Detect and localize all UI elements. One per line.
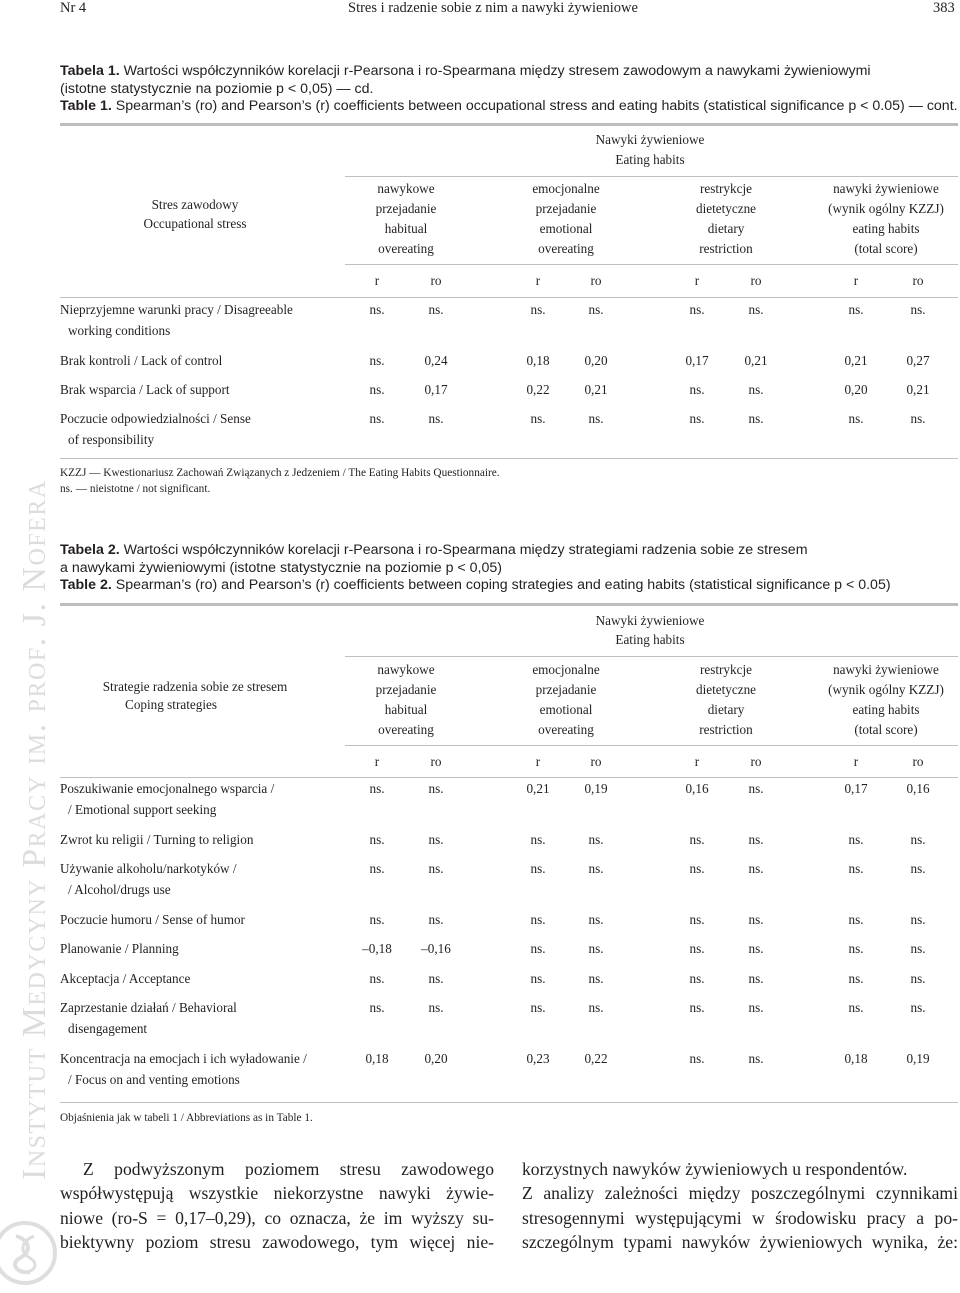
table-cell: 0,21 bbox=[744, 353, 768, 368]
table-cell: ns. bbox=[910, 1000, 926, 1015]
row-label: Brak wsparcia / Lack of support bbox=[60, 382, 230, 397]
table2-row-header-pl: Strategie radzenia sobie ze stresem bbox=[102, 679, 288, 694]
row-label-continued: / Emotional support seeking bbox=[68, 802, 217, 817]
coefficient-subheader: ro bbox=[590, 273, 602, 288]
table-cell: ns. bbox=[369, 353, 385, 368]
column-header: restriction bbox=[699, 241, 753, 256]
table-cell: 0,16 bbox=[685, 781, 709, 796]
table-cell: ns. bbox=[910, 302, 926, 317]
column-header: overeating bbox=[378, 722, 434, 737]
coefficient-subheader: ro bbox=[912, 754, 924, 769]
coefficient-subheader: ro bbox=[430, 754, 442, 769]
column-header: dietetyczne bbox=[695, 682, 757, 697]
column-header: restriction bbox=[699, 722, 753, 737]
column-header: nawykowe bbox=[377, 181, 435, 196]
table1-row-header-pl: Stres zawodowy bbox=[151, 197, 239, 212]
coefficient-subheader: r bbox=[374, 273, 380, 288]
table-cell: ns. bbox=[530, 941, 546, 956]
body-column-left bbox=[60, 1157, 494, 1254]
table-cell: ns. bbox=[748, 302, 764, 317]
table-cell: ns. bbox=[748, 411, 764, 426]
table2-bottom-rule bbox=[60, 1102, 958, 1103]
table1-caption-pl: Wartości współczynników korelacji r-Pearsona i ro-Spearmana między stresem zawodowym a nawykami żywieniowymi bbox=[123, 63, 871, 79]
table-cell: ns. bbox=[689, 1000, 705, 1015]
table-cell: ns. bbox=[748, 971, 764, 986]
coefficient-subheader: r bbox=[853, 754, 859, 769]
table-cell: ns. bbox=[910, 971, 926, 986]
table-cell: 0,16 bbox=[906, 781, 930, 796]
table-cell: ns. bbox=[848, 971, 864, 986]
table1-bottom-rule bbox=[60, 458, 958, 459]
institute-logo-icon bbox=[0, 1218, 60, 1288]
table-cell: ns. bbox=[369, 832, 385, 847]
table-cell: 0,19 bbox=[584, 781, 608, 796]
column-header: nawyki żywieniowe bbox=[833, 662, 939, 677]
table-cell: ns. bbox=[588, 411, 604, 426]
table-cell: ns. bbox=[369, 1000, 385, 1015]
row-label: Akceptacja / Acceptance bbox=[60, 971, 191, 986]
body-right-line: korzystnych nawyków żywieniowych u respondentów. bbox=[522, 1159, 908, 1179]
table-cell: 0,17 bbox=[844, 781, 868, 796]
column-header: restrykcje bbox=[700, 662, 752, 677]
table1-group-header-pl: Nawyki żywieniowe bbox=[595, 132, 705, 147]
column-header: nawykowe bbox=[377, 662, 435, 677]
coefficient-subheader: ro bbox=[912, 273, 924, 288]
table-cell: 0,27 bbox=[906, 353, 930, 368]
table1-caption bbox=[60, 63, 958, 116]
table-cell: ns. bbox=[588, 861, 604, 876]
coefficient-subheader: r bbox=[853, 273, 859, 288]
table2-caption bbox=[60, 542, 891, 595]
coefficient-subheader: r bbox=[535, 273, 541, 288]
row-label-continued: / Alcohol/drugs use bbox=[68, 882, 171, 897]
row-label-continued: / Focus on and venting emotions bbox=[68, 1072, 240, 1087]
column-header: (wynik ogólny KZZJ) bbox=[828, 201, 944, 216]
table1-header-bottom-rule bbox=[60, 297, 958, 298]
table-cell: ns. bbox=[748, 832, 764, 847]
table2-header-bottom-rule bbox=[60, 777, 958, 778]
table-cell: 0,20 bbox=[584, 353, 608, 368]
table-cell: ns. bbox=[910, 832, 926, 847]
table-cell: ns. bbox=[428, 1000, 444, 1015]
row-label-continued: disengagement bbox=[68, 1021, 148, 1036]
table-cell: ns. bbox=[748, 941, 764, 956]
row-label: Planowanie / Planning bbox=[60, 941, 179, 956]
table1-top-rule bbox=[60, 123, 958, 126]
column-header: nawyki żywieniowe bbox=[833, 181, 939, 196]
table-cell: ns. bbox=[428, 912, 444, 927]
coefficient-subheader: r bbox=[694, 273, 700, 288]
column-header: emotional bbox=[539, 221, 593, 236]
coefficient-subheader: ro bbox=[590, 754, 602, 769]
row-label: Zaprzestanie działań / Behavioral bbox=[60, 1000, 237, 1015]
table-cell: ns. bbox=[588, 1000, 604, 1015]
table-cell: 0,23 bbox=[526, 1051, 550, 1066]
table2-top-rule bbox=[60, 603, 958, 606]
column-header: habitual bbox=[384, 221, 428, 236]
row-label-continued: working conditions bbox=[68, 323, 171, 338]
table2-note: Objaśnienia jak w tabeli 1 / Abbreviations as in Table 1. bbox=[60, 1112, 313, 1124]
table-cell: ns. bbox=[689, 382, 705, 397]
table-cell: ns. bbox=[748, 1051, 764, 1066]
table-cell: ns. bbox=[428, 781, 444, 796]
table2-caption-pl-line2: a nawykami żywieniowymi (istotne statystycznie na poziomie p < 0,05) bbox=[60, 559, 502, 576]
table-cell: ns. bbox=[848, 912, 864, 927]
table1-caption-pl-line2: (istotne statystycznie na poziomie p < 0,05) — cd. bbox=[60, 80, 374, 97]
table2-group-header-en: Eating habits bbox=[615, 632, 685, 647]
table-cell: 0,21 bbox=[584, 382, 608, 397]
table-cell: 0,21 bbox=[906, 382, 930, 397]
table-cell: ns. bbox=[689, 832, 705, 847]
table-cell: –0,18 bbox=[362, 941, 392, 956]
table2-group-rule bbox=[345, 656, 958, 657]
table-cell: ns. bbox=[369, 411, 385, 426]
table1-label-en: Table 1. bbox=[60, 98, 112, 114]
column-header: overeating bbox=[538, 722, 594, 737]
row-label: Zwrot ku religii / Turning to religion bbox=[60, 832, 254, 847]
table-cell: 0,22 bbox=[584, 1051, 608, 1066]
table-cell: 0,22 bbox=[526, 382, 550, 397]
table-cell: ns. bbox=[588, 941, 604, 956]
row-label-continued: of responsibility bbox=[68, 432, 155, 447]
table-cell: ns. bbox=[689, 912, 705, 927]
column-header: przejadanie bbox=[535, 682, 597, 697]
table-cell: ns. bbox=[848, 1000, 864, 1015]
table-cell: ns. bbox=[848, 861, 864, 876]
table-cell: 0,20 bbox=[424, 1051, 448, 1066]
table-cell: 0,24 bbox=[424, 353, 448, 368]
column-header: dietary bbox=[707, 221, 745, 236]
table-cell: ns. bbox=[910, 411, 926, 426]
table2-caption-pl: Wartości współczynników korelacji r-Pearsona i ro-Spearmana między strategiami radzenia sobie ze stresem bbox=[123, 542, 808, 558]
table-cell: ns. bbox=[428, 302, 444, 317]
coefficient-subheader: ro bbox=[430, 273, 442, 288]
table-cell: ns. bbox=[910, 912, 926, 927]
table-cell: 0,20 bbox=[844, 382, 868, 397]
coefficient-subheader: r bbox=[535, 754, 541, 769]
table-cell: ns. bbox=[848, 302, 864, 317]
table-cell: ns. bbox=[530, 411, 546, 426]
table-cell: –0,16 bbox=[421, 941, 451, 956]
table-cell: ns. bbox=[530, 302, 546, 317]
table-cell: ns. bbox=[530, 912, 546, 927]
table-cell: ns. bbox=[910, 941, 926, 956]
table-cell: ns. bbox=[588, 912, 604, 927]
table-cell: ns. bbox=[369, 302, 385, 317]
coefficient-subheader: r bbox=[374, 754, 380, 769]
table-cell: ns. bbox=[588, 832, 604, 847]
table-cell: ns. bbox=[848, 941, 864, 956]
table-cell: ns. bbox=[369, 382, 385, 397]
column-header: dietary bbox=[707, 702, 745, 717]
table-cell: ns. bbox=[530, 1000, 546, 1015]
row-label: Brak kontroli / Lack of control bbox=[60, 353, 223, 368]
column-header: habitual bbox=[384, 702, 428, 717]
table2-label-pl: Tabela 2. bbox=[60, 542, 120, 558]
body-right-line: Z analizy zależności między poszczególnymi czynnikami bbox=[522, 1183, 958, 1204]
column-header: eating habits bbox=[852, 702, 920, 717]
table-cell: ns. bbox=[530, 971, 546, 986]
table-cell: 0,17 bbox=[424, 382, 448, 397]
column-header: restrykcje bbox=[700, 181, 752, 196]
table1-group-rule bbox=[345, 176, 958, 177]
table-cell: ns. bbox=[848, 411, 864, 426]
body-right-line: stresogennymi występującymi w środowisku pracy a po- bbox=[522, 1207, 958, 1228]
table-cell: ns. bbox=[530, 861, 546, 876]
column-header: (total score) bbox=[854, 241, 918, 256]
issue-number: Nr 4 bbox=[60, 0, 87, 16]
table-cell: 0,17 bbox=[685, 353, 709, 368]
table-cell: ns. bbox=[369, 912, 385, 927]
table2-col-rule bbox=[345, 745, 958, 746]
table1-col-rule bbox=[345, 264, 958, 265]
table-cell: ns. bbox=[428, 861, 444, 876]
table-cell: ns. bbox=[748, 382, 764, 397]
row-label: Poszukiwanie emocjonalnego wsparcia / bbox=[60, 781, 275, 796]
column-header: eating habits bbox=[852, 221, 920, 236]
row-label: Koncentracja na emocjach i ich wyładowanie / bbox=[60, 1051, 307, 1066]
table-cell: ns. bbox=[748, 781, 764, 796]
table2-row-header-en: Coping strategies bbox=[125, 697, 217, 712]
page-number: 383 bbox=[933, 0, 955, 16]
coefficient-subheader: ro bbox=[750, 754, 762, 769]
table-cell: ns. bbox=[848, 832, 864, 847]
column-header: emotional bbox=[539, 702, 593, 717]
body-left-line: niowe (ro-S = 0,17–0,29), co oznacza, że im wyższy su- bbox=[60, 1207, 494, 1228]
table-cell: 0,18 bbox=[365, 1051, 389, 1066]
table2-group-header-pl: Nawyki żywieniowe bbox=[595, 613, 705, 628]
table-cell: 0,19 bbox=[906, 1051, 930, 1066]
column-header: overeating bbox=[378, 241, 434, 256]
institute-watermark: Instytut Medycyny Pracy im. prof. J. Nofera bbox=[16, 479, 53, 1180]
column-header: przejadanie bbox=[375, 682, 437, 697]
body-column-right bbox=[522, 1157, 958, 1254]
table-cell: ns. bbox=[369, 861, 385, 876]
table-cell: ns. bbox=[428, 832, 444, 847]
table1-row-header-en: Occupational stress bbox=[143, 216, 247, 231]
coefficient-subheader: ro bbox=[750, 273, 762, 288]
body-right-line: szczególnym typami nawyków żywieniowych wynika, że: bbox=[522, 1231, 958, 1252]
body-left-line: współwystępują wszystkie niekorzystne nawyki żywie- bbox=[60, 1183, 494, 1204]
table-cell: ns. bbox=[748, 912, 764, 927]
table-cell: 0,18 bbox=[526, 353, 550, 368]
row-label: Poczucie humoru / Sense of humor bbox=[60, 912, 245, 927]
table1-caption-en: Spearman’s (ro) and Pearson’s (r) coefficients between occupational stress and eating habits (statistical significance p < 0.05) — cont. bbox=[115, 98, 958, 114]
table-cell: 0,21 bbox=[526, 781, 550, 796]
table-cell: ns. bbox=[428, 971, 444, 986]
row-label: Używanie alkoholu/narkotyków / bbox=[60, 861, 237, 876]
table1-note-kzzj: KZZJ — Kwestionariusz Zachowań Związanych z Jedzeniem / The Eating Habits Questionnaire. bbox=[60, 467, 500, 479]
column-header: przejadanie bbox=[375, 201, 437, 216]
row-label: Poczucie odpowiedzialności / Sense bbox=[60, 411, 251, 426]
table1-label-pl: Tabela 1. bbox=[60, 63, 120, 79]
column-header: dietetyczne bbox=[695, 201, 757, 216]
coefficient-subheader: r bbox=[694, 754, 700, 769]
table-cell: ns. bbox=[689, 861, 705, 876]
table1-note-ns: ns. — nieistotne / not significant. bbox=[60, 483, 211, 495]
table-cell: ns. bbox=[910, 861, 926, 876]
table2-label-en: Table 2. bbox=[60, 577, 112, 593]
table-cell: ns. bbox=[369, 781, 385, 796]
column-header: emocjonalne bbox=[532, 662, 600, 677]
table-cell: ns. bbox=[689, 1051, 705, 1066]
row-label: Nieprzyjemne warunki pracy / Disagreeable bbox=[60, 302, 293, 317]
table1-group-header-en: Eating habits bbox=[615, 152, 685, 167]
table-cell: ns. bbox=[530, 832, 546, 847]
table-cell: ns. bbox=[428, 411, 444, 426]
table-cell: ns. bbox=[689, 971, 705, 986]
table-cell: ns. bbox=[689, 941, 705, 956]
table-cell: ns. bbox=[689, 411, 705, 426]
column-header: przejadanie bbox=[535, 201, 597, 216]
table-cell: 0,18 bbox=[844, 1051, 868, 1066]
table-cell: 0,21 bbox=[844, 353, 868, 368]
table-cell: ns. bbox=[748, 1000, 764, 1015]
running-title: Stres i radzenie sobie z nim a nawyki żywieniowe bbox=[348, 0, 638, 16]
table-cell: ns. bbox=[689, 302, 705, 317]
column-header: overeating bbox=[538, 241, 594, 256]
body-left-line: biektywny poziom stresu zawodowego, tym więcej nie- bbox=[60, 1231, 494, 1252]
body-left-line: Z podwyższonym poziomem stresu zawodowego bbox=[83, 1159, 494, 1179]
column-header: (wynik ogólny KZZJ) bbox=[828, 682, 944, 697]
table2-caption-en: Spearman’s (ro) and Pearson’s (r) coefficients between coping strategies and eating habits (statistical significance p < 0.05) bbox=[115, 577, 891, 593]
column-header: emocjonalne bbox=[532, 181, 600, 196]
running-header bbox=[0, 0, 960, 18]
table-cell: ns. bbox=[748, 861, 764, 876]
column-header: (total score) bbox=[854, 722, 918, 737]
table-cell: ns. bbox=[369, 971, 385, 986]
table-cell: ns. bbox=[588, 302, 604, 317]
table-cell: ns. bbox=[588, 971, 604, 986]
